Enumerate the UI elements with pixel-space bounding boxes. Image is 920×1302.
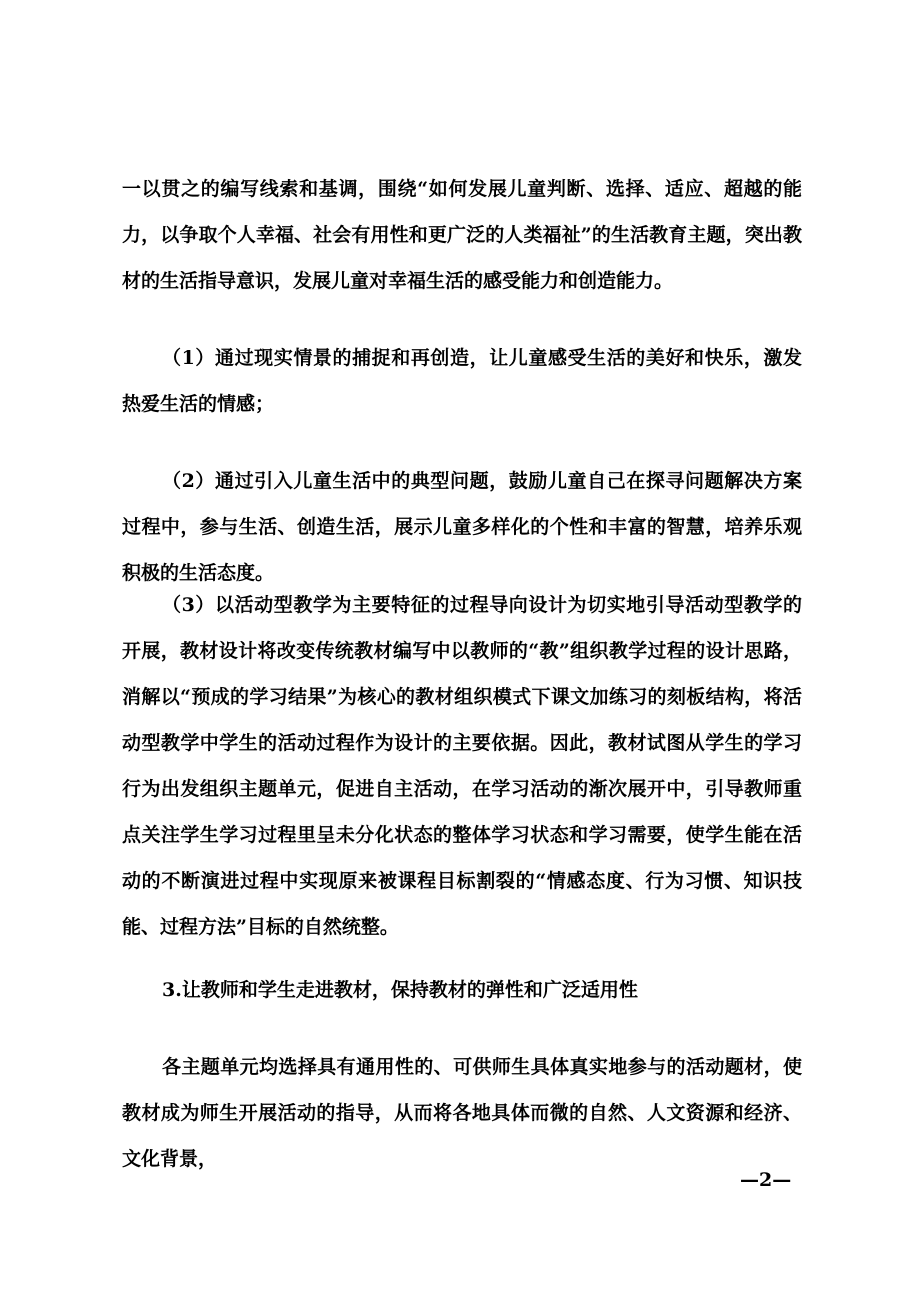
paragraph-continuation: 一以贯之的编写线索和基调，围绕“如何发展儿童判断、选择、适应、超越的能力，以争取个人幸福、社会有用性和更广泛的人类福祉”的生活教育主题，突出教材的生活指导意识，发展儿童对幸福生活的感受能力和创造能力。 [122, 178, 802, 292]
paragraph-item-3: （3）以活动型教学为主要特征的过程导向设计为切实地引导活动型教学的开展，教材设计将改变传统教材编写中以教师的“教”组织教学过程的设计思路，消解以“预成的学习结果”为核心的教材组织模式下课文加练习的刻板结构，将活动型教学中学生的活动过程作为设计的主要依据。因此，教材试图从学生的学习行为出发组织主题单元，促进自主活动，在学习活动的渐次展开中，引导教师重点关注学生学习过程里呈未分化状态的整体学习状态和学习需要，使学生能在活动的不断演进过程中实现原来被课程目标割裂的“情感态度、行为习惯、知识技能、过程方法”目标的自然统整。 [122, 594, 802, 938]
paragraph-item-2: （2）通过引入儿童生活中的典型问题，鼓励儿童自己在探寻问题解决方案过程中，参与生活、创造生活，展示儿童多样化的个性和丰富的智慧，培养乐观积极的生活态度。 [122, 470, 802, 584]
paragraph-section-3-body: 各主题单元均选择具有通用性的、可供师生具体真实地参与的活动题材，使教材成为师生开展活动的指导，从而将各地具体而微的自然、人文资源和经济、文化背景， [122, 1056, 802, 1170]
paragraph-item-1: （1）通过现实情景的捕捉和再创造，让儿童感受生活的美好和快乐，激发热爱生活的情感； [122, 347, 802, 415]
page-number: —2— [740, 1169, 792, 1191]
section-heading-3: 3.让教师和学生走进教材，保持教材的弹性和广泛适用性 [162, 979, 638, 1001]
